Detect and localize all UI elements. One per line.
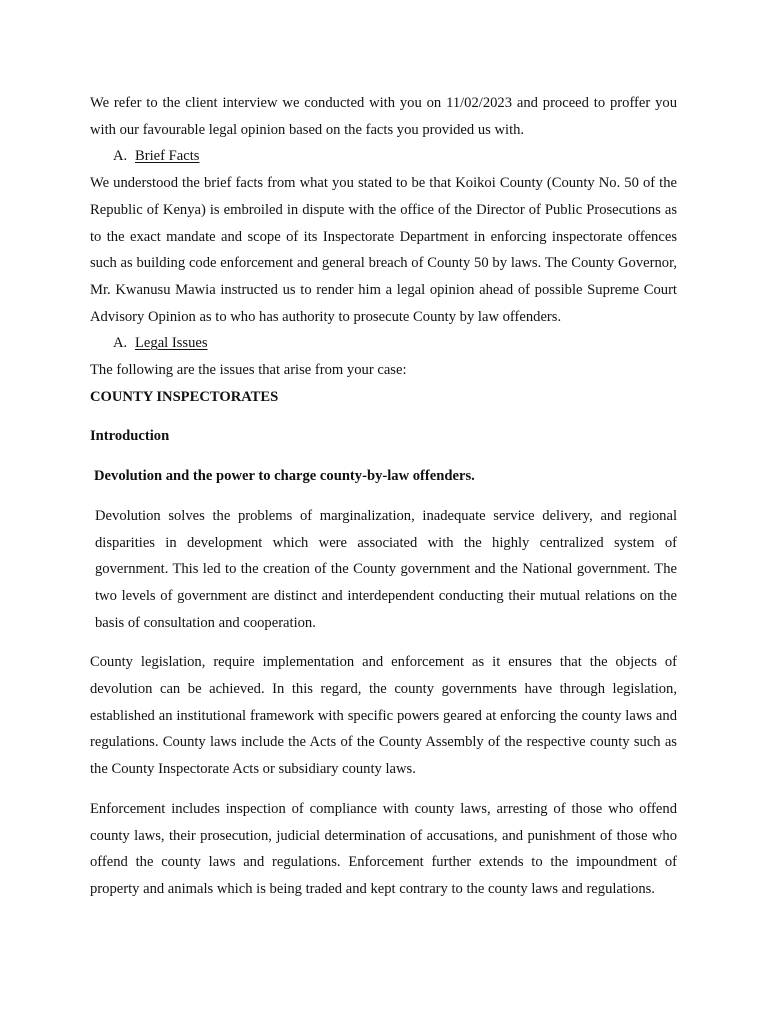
devolution-heading: Devolution and the power to charge county-by-law offenders. xyxy=(94,468,475,485)
legal-issues-title: Legal Issues xyxy=(135,335,208,352)
brief-facts-paragraph: We understood the brief facts from what you stated to be that Koikoi County (County No. 50 of the Republic of Kenya) is embroiled in dispute with the office of the Director of Public Prosecutions as to the exact mandate and scope of its Inspectorate Department in enforcing inspectorate offences such as building code enforcement and general breach of County 50 by laws. The County Governor, Mr. Kwanusu Mawia instructed us to render him a legal opinion ahead of possible Supreme Court Advisory Opinion as to who has authority to prosecute County by law offenders. xyxy=(90,175,677,325)
list-marker: A. xyxy=(113,148,128,165)
introduction-heading: Introduction xyxy=(90,428,170,445)
list-marker: A. xyxy=(113,335,128,352)
devolution-paragraph: Devolution solves the problems of marginalization, inadequate service delivery, and regional disparities in development which were associated with the highly centralized system of government. This led to the creation of the County government and the National government. The two levels of government are distinct and interdependent conducting their mutual relations on the basis of consultation and cooperation. xyxy=(95,507,677,631)
county-inspectorates-heading: COUNTY INSPECTORATES xyxy=(90,388,279,405)
intro-paragraph: We refer to the client interview we conducted with you on 11/02/2023 and proceed to proffer you with our favourable legal opinion based on the facts you provided us with. xyxy=(90,95,677,138)
legal-issues-heading xyxy=(90,330,677,357)
enforcement-paragraph: Enforcement includes inspection of compliance with county laws, arresting of those who offend county laws, their prosecution, judicial determination of accusations, and punishment of those who offend the county laws and regulations. Enforcement further extends to the impoundment of property and animals which is being traded and kept contrary to the county laws and regulations. xyxy=(90,800,677,897)
brief-facts-title: Brief Facts xyxy=(135,148,200,165)
document-page xyxy=(90,90,677,903)
brief-facts-heading xyxy=(90,143,677,170)
legislation-paragraph: County legislation, require implementation and enforcement as it ensures that the objects of devolution can be achieved. In this regard, the county governments have through legislation, established an institutional framework with specific powers geared at enforcing the county laws and regulations. County laws include the Acts of the County Assembly of the respective county such as the County Inspectorate Acts or subsidiary county laws. xyxy=(90,654,677,778)
issues-intro: The following are the issues that arise from your case: xyxy=(90,362,407,379)
